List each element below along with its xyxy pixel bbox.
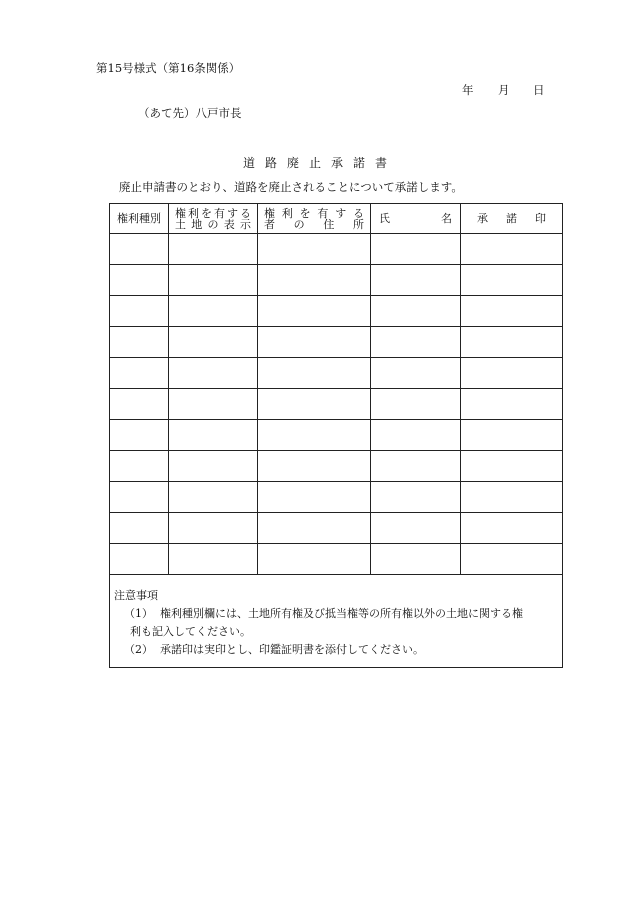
table-cell[interactable] <box>258 544 371 575</box>
column-header-seal <box>461 204 563 234</box>
table-row <box>110 544 563 575</box>
column-header-right-type <box>110 204 169 234</box>
table-row <box>110 389 563 420</box>
table-cell[interactable] <box>461 234 563 265</box>
note-item: （1） 権利種別欄には、土地所有権及び抵当権等の所有権以外の土地に関する権 <box>124 607 523 620</box>
table-cell[interactable] <box>169 327 258 358</box>
table-cell[interactable] <box>461 420 563 451</box>
consent-statement: 廃止申請書のとおり、道路を廃止されることについて承諾します。 <box>119 180 463 194</box>
table-cell[interactable] <box>110 482 169 513</box>
date-day-label: 日 <box>533 83 545 97</box>
table-row <box>110 513 563 544</box>
column-header-label: 承 諾 印 <box>477 212 546 225</box>
table-cell[interactable] <box>169 482 258 513</box>
table-cell[interactable] <box>371 513 461 544</box>
table-cell[interactable] <box>258 513 371 544</box>
table-cell[interactable] <box>371 358 461 389</box>
notes-section <box>110 575 563 668</box>
table-cell[interactable] <box>169 544 258 575</box>
table-cell[interactable] <box>461 544 563 575</box>
table-cell[interactable] <box>258 358 371 389</box>
date-year-label: 年 <box>462 83 474 97</box>
table-cell[interactable] <box>169 265 258 296</box>
table-row <box>110 420 563 451</box>
table-row <box>110 327 563 358</box>
table-cell[interactable] <box>371 544 461 575</box>
table-cell[interactable] <box>371 389 461 420</box>
consent-table <box>109 203 563 668</box>
table-cell[interactable] <box>110 358 169 389</box>
table-row <box>110 451 563 482</box>
table-cell[interactable] <box>110 513 169 544</box>
table-cell[interactable] <box>258 327 371 358</box>
table-cell[interactable] <box>371 234 461 265</box>
table-cell[interactable] <box>371 265 461 296</box>
table-cell[interactable] <box>461 513 563 544</box>
table-cell[interactable] <box>461 296 563 327</box>
column-header-label: 権利種別 <box>117 212 161 225</box>
form-number: 第15号様式（第16条関係） <box>96 61 241 75</box>
table-cell[interactable] <box>258 389 371 420</box>
table-header-row <box>110 204 563 234</box>
table-cell[interactable] <box>258 234 371 265</box>
table-cell[interactable] <box>371 482 461 513</box>
table-cell[interactable] <box>110 544 169 575</box>
date-month-label: 月 <box>498 83 510 97</box>
table-cell[interactable] <box>371 327 461 358</box>
table-row <box>110 358 563 389</box>
table-cell[interactable] <box>110 451 169 482</box>
table-cell[interactable] <box>110 389 169 420</box>
table-cell[interactable] <box>169 513 258 544</box>
note-continuation: 利も記入してください。 <box>130 625 251 638</box>
table-cell[interactable] <box>169 358 258 389</box>
table-row <box>110 296 563 327</box>
table-cell[interactable] <box>169 389 258 420</box>
table-cell[interactable] <box>110 420 169 451</box>
table-cell[interactable] <box>110 234 169 265</box>
table-cell[interactable] <box>371 296 461 327</box>
table-cell[interactable] <box>461 358 563 389</box>
column-header-label: 氏 名 <box>379 212 452 225</box>
table-row <box>110 482 563 513</box>
column-header-name <box>371 204 461 234</box>
table-cell[interactable] <box>461 265 563 296</box>
table-cell[interactable] <box>110 327 169 358</box>
column-header-land <box>169 204 258 234</box>
table-cell[interactable] <box>169 420 258 451</box>
table-cell[interactable] <box>258 451 371 482</box>
table-cell[interactable] <box>258 420 371 451</box>
table-cell[interactable] <box>110 265 169 296</box>
table-cell[interactable] <box>169 234 258 265</box>
notes-title: 注意事項 <box>114 589 158 602</box>
table-cell[interactable] <box>169 451 258 482</box>
column-header-address <box>258 204 371 234</box>
column-header-label: 権利を有する 者の住所 <box>264 206 364 231</box>
document-title: 道路廃止承諾書 <box>242 156 397 170</box>
table-cell[interactable] <box>461 389 563 420</box>
note-item: （2） 承諾印は実印とし、印鑑証明書を添付してください。 <box>124 643 424 656</box>
table-cell[interactable] <box>169 296 258 327</box>
table-cell[interactable] <box>461 451 563 482</box>
table-cell[interactable] <box>258 482 371 513</box>
table-cell[interactable] <box>110 296 169 327</box>
table-cell[interactable] <box>371 451 461 482</box>
table-cell[interactable] <box>258 265 371 296</box>
table-row <box>110 234 563 265</box>
column-header-label: 権利を有する 土地の表示 <box>175 206 251 231</box>
addressee: （あて先）八戸市長 <box>138 106 242 120</box>
table-row <box>110 265 563 296</box>
table-cell[interactable] <box>371 420 461 451</box>
table-cell[interactable] <box>258 296 371 327</box>
table-cell[interactable] <box>461 482 563 513</box>
table-cell[interactable] <box>461 327 563 358</box>
